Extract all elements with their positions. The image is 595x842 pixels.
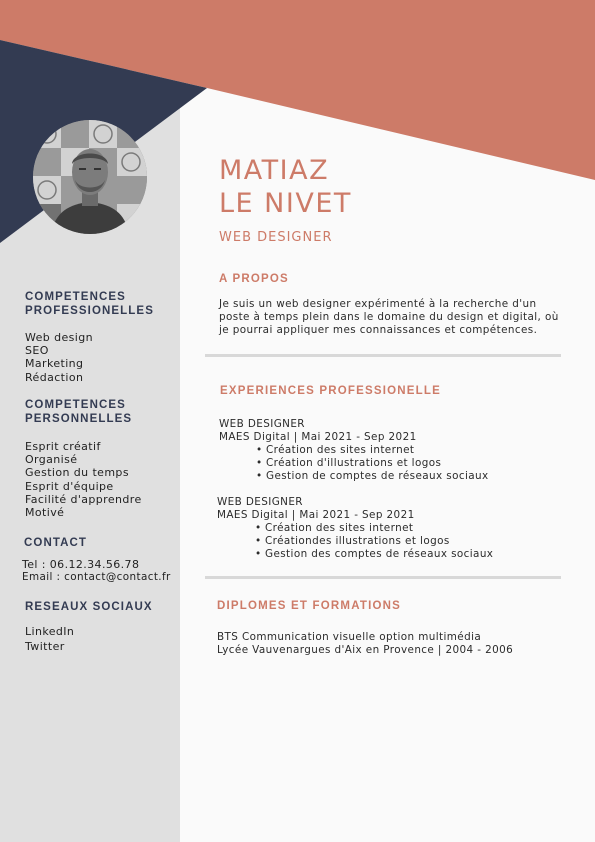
social-link-twitter[interactable]: Twitter — [25, 639, 65, 653]
list-item: SEO — [25, 344, 49, 358]
education-line: BTS Communication visuelle option multimédia — [217, 631, 482, 643]
list-item: Motivé — [25, 506, 65, 520]
last-name: LE NIVET — [219, 188, 352, 219]
social-title: RESEAUX SOCIAUX — [25, 601, 153, 613]
job-2-tasks — [255, 522, 493, 562]
pro-skills-title-line1: COMPETENCES — [25, 291, 126, 303]
about-line: Je suis un web designer expérimenté à la recherche d'un — [219, 298, 537, 310]
personal-skills-list — [25, 440, 142, 519]
contact-title: CONTACT — [24, 537, 88, 549]
social-link-linkedin[interactable]: LinkedIn — [25, 625, 75, 638]
list-item: • Création des sites internet — [256, 444, 489, 457]
profile-photo — [33, 120, 147, 234]
list-item: Esprit créatif — [25, 440, 101, 453]
job-title: WEB DESIGNER — [219, 230, 333, 245]
job-company: MAES Digital | Mai 2021 - Sep 2021 — [219, 431, 417, 444]
about-text — [219, 298, 559, 338]
social-list — [25, 625, 74, 654]
list-item: Facilité d'apprendre — [25, 492, 142, 506]
contact-phone: Tel : 06.12.34.56.78 — [22, 558, 140, 571]
section-divider — [205, 576, 561, 579]
list-item: Marketing — [25, 357, 84, 371]
candidate-name — [219, 154, 352, 220]
list-item: • Création des sites internet — [255, 522, 493, 535]
pro-skills-title-line2: PROFESSIONELLES — [25, 305, 154, 317]
contact-email[interactable]: Email : contact@contact.fr — [22, 571, 171, 583]
list-item: Web design — [25, 331, 93, 344]
list-item: • Gestion des comptes de réseaux sociaux — [255, 548, 493, 561]
list-item: Gestion du temps — [25, 466, 129, 480]
list-item: • Création d'illustrations et logos — [256, 457, 489, 470]
education-text — [217, 631, 513, 657]
portrait-icon — [33, 120, 147, 234]
job-role: WEB DESIGNER — [219, 418, 305, 430]
pro-skills-list — [25, 331, 93, 384]
job-1-tasks — [256, 444, 489, 484]
experience-title: EXPERIENCES PROFESSIONELLE — [220, 385, 441, 397]
section-divider — [205, 354, 561, 357]
education-line: Lycée Vauvenargues d'Aix en Provence | 2004 - 2006 — [217, 644, 514, 657]
list-item: • Créationdes illustrations et logos — [255, 535, 493, 548]
personal-skills-title-line2: PERSONNELLES — [25, 413, 133, 425]
personal-skills-title — [25, 398, 132, 426]
list-item: Organisé — [25, 453, 78, 467]
about-line: poste à temps plein dans le domaine du design et digital, où — [219, 311, 559, 324]
job-company: MAES Digital | Mai 2021 - Sep 2021 — [217, 509, 415, 522]
job-1 — [219, 418, 417, 444]
about-title: A PROPOS — [219, 273, 289, 285]
personal-skills-title-line1: COMPETENCES — [25, 399, 126, 411]
pro-skills-title — [25, 290, 154, 318]
about-line: je pourrai appliquer mes connaissances et compétences. — [219, 324, 538, 337]
education-title: DIPLOMES ET FORMATIONS — [217, 600, 401, 612]
first-name: MATIAZ — [219, 155, 330, 186]
list-item: Rédaction — [25, 370, 84, 384]
job-role: WEB DESIGNER — [217, 496, 303, 508]
list-item: • Gestion de comptes de réseaux sociaux — [256, 470, 489, 483]
list-item: Esprit d'équipe — [25, 479, 114, 493]
job-2 — [217, 496, 415, 522]
